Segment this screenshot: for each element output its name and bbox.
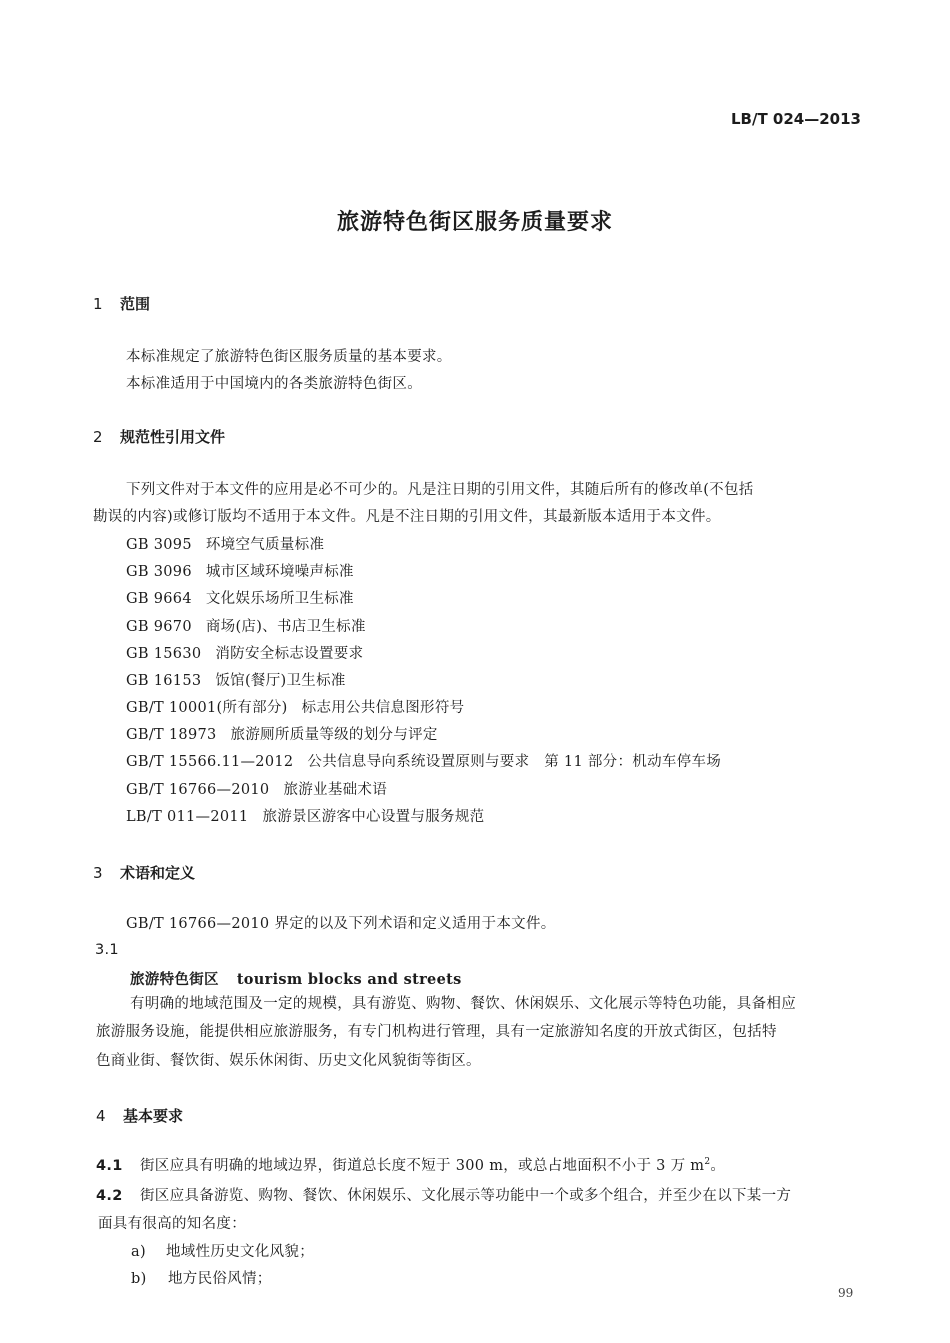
list-item <box>131 1267 272 1288</box>
superscript: 2 <box>704 1157 711 1168</box>
clause-text: 街区应具备游览、购物、餐饮、休闲娱乐、文化展示等功能中一个或多个组合，并至少在以下某一方 <box>140 1188 792 1204</box>
reference-title: 文化娱乐场所卫生标准 <box>205 591 354 607</box>
reference-item <box>126 778 387 799</box>
paragraph-line: 下列文件对于本文件的应用是必不可少的。凡是注日期的引用文件，其随后所有的修改单(不包括 <box>126 482 754 498</box>
reference-code: GB 16153 <box>126 673 202 689</box>
term-number: 3.1 <box>95 942 119 958</box>
section-number: 4 <box>96 1107 106 1125</box>
list-text: 地方民俗风情； <box>168 1271 272 1287</box>
definition-line: 色商业街、餐饮街、娱乐休闲街、历史文化风貌街等街区。 <box>96 1053 481 1069</box>
list-text: 地域性历史文化风貌； <box>166 1244 314 1260</box>
reference-item <box>126 560 354 581</box>
reference-title: 旅游景区游客中心设置与服务规范 <box>262 809 485 825</box>
section-1-heading <box>93 293 150 314</box>
definition-line: 有明确的地域范围及一定的规模，具有游览、购物、餐饮、休闲娱乐、文化展示等特色功能，具备相应 <box>130 996 796 1012</box>
document-title: 旅游特色街区服务质量要求 <box>336 210 613 235</box>
paragraph: 本标准规定了旅游特色街区服务质量的基本要求。 <box>126 349 452 365</box>
list-item <box>131 1240 314 1261</box>
term-english: tourism blocks and streets <box>236 971 462 988</box>
reference-title: 旅游业基础术语 <box>283 782 388 798</box>
reference-title: 消防安全标志设置要求 <box>215 646 364 662</box>
clause-4-1 <box>96 1154 725 1175</box>
reference-item <box>126 587 354 608</box>
reference-title: 城市区域环境噪声标准 <box>205 564 354 580</box>
list-label: b) <box>131 1271 147 1287</box>
section-title: 规范性引用文件 <box>120 428 226 446</box>
term-heading <box>130 968 462 989</box>
standard-code: LB/T 024—2013 <box>731 110 861 128</box>
section-number: 1 <box>93 295 103 313</box>
reference-title: 公共信息导向系统设置原则与要求 第 11 部分：机动车停车场 <box>307 754 722 770</box>
reference-code: GB 9664 <box>126 591 192 607</box>
reference-code: GB/T 10001(所有部分) <box>126 700 288 716</box>
reference-item <box>126 723 438 744</box>
section-number: 2 <box>93 428 103 446</box>
section-title: 术语和定义 <box>120 864 196 882</box>
section-number: 3 <box>93 864 103 882</box>
clause-end: 。 <box>710 1158 726 1174</box>
reference-title: 商场(店)、书店卫生标准 <box>205 619 366 635</box>
reference-item <box>126 615 366 636</box>
section-3-heading <box>93 862 195 883</box>
reference-item <box>126 805 484 826</box>
paragraph: GB/T 16766—2010 界定的以及下列术语和定义适用于本文件。 <box>126 916 556 932</box>
section-title: 范围 <box>120 295 151 313</box>
reference-code: LB/T 011—2011 <box>126 809 249 825</box>
reference-title: 旅游厕所质量等级的划分与评定 <box>230 727 438 743</box>
reference-item <box>126 642 363 663</box>
reference-item <box>126 533 324 554</box>
section-2-heading <box>93 426 225 447</box>
clause-4-2 <box>96 1184 791 1205</box>
page-number: 99 <box>838 1286 854 1300</box>
clause-number: 4.1 <box>96 1158 123 1174</box>
reference-title: 环境空气质量标准 <box>205 537 325 553</box>
list-label: a) <box>131 1244 146 1260</box>
section-4-heading <box>96 1105 183 1126</box>
reference-code: GB 9670 <box>126 619 192 635</box>
reference-title: 标志用公共信息图形符号 <box>301 700 465 716</box>
paragraph: 本标准适用于中国境内的各类旅游特色街区。 <box>126 376 422 392</box>
paragraph-line: 勘误的内容)或修订版均不适用于本文件。凡是不注日期的引用文件，其最新版本适用于本文件。 <box>93 509 721 525</box>
reference-code: GB 3095 <box>126 537 192 553</box>
reference-code: GB 15630 <box>126 646 202 662</box>
reference-title: 饭馆(餐厅)卫生标准 <box>215 673 346 689</box>
clause-number: 4.2 <box>96 1188 123 1204</box>
reference-code: GB/T 16766—2010 <box>126 782 270 798</box>
term-chinese: 旅游特色街区 <box>130 972 219 988</box>
clause-line: 面具有很高的知名度： <box>98 1216 246 1232</box>
reference-item <box>126 696 464 717</box>
reference-code: GB 3096 <box>126 564 192 580</box>
clause-text: 街区应具有明确的地域边界，街道总长度不短于 300 m，或总占地面积不小于 3 万 m <box>140 1158 705 1174</box>
reference-code: GB/T 15566.11—2012 <box>126 754 294 770</box>
section-title: 基本要求 <box>123 1107 184 1125</box>
reference-item <box>126 669 346 690</box>
definition-line: 旅游服务设施，能提供相应旅游服务，有专门机构进行管理，具有一定旅游知名度的开放式街区，包括特 <box>96 1024 777 1040</box>
reference-code: GB/T 18973 <box>126 727 217 743</box>
reference-item <box>126 750 721 771</box>
